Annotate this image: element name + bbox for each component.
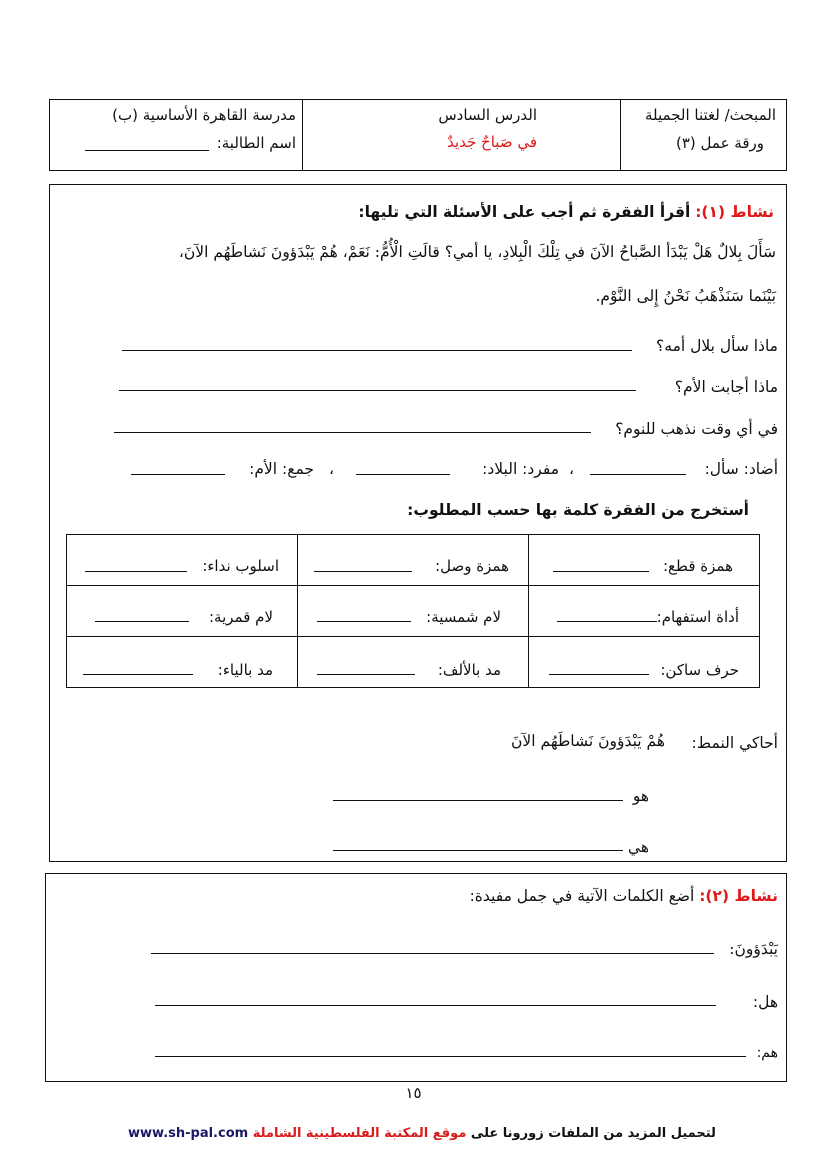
header-subject-cell [620, 100, 786, 170]
word-3-answer-line[interactable] [155, 1056, 746, 1057]
worksheet-number: ورقة عمل (٣) [676, 134, 764, 152]
word-2: هل: [752, 993, 778, 1011]
imitate-pattern: هُمْ يَبْدَؤونَ نَشاطَهُم الآنَ [511, 732, 665, 750]
student-name-label: اسم الطالبة: [216, 134, 296, 152]
word-3: هم: [756, 1045, 778, 1061]
he-answer-line[interactable] [333, 800, 623, 801]
word-2-answer-line[interactable] [155, 1005, 716, 1006]
field-madd-alif[interactable] [317, 674, 415, 675]
activity2-heading [470, 887, 778, 905]
activity2-label: نشاط (٢): [699, 887, 778, 905]
word-1: يَبْدَؤونَ: [729, 940, 778, 958]
header-lesson-cell [302, 100, 620, 170]
site-name[interactable]: موقع المكتبة الفلسطينية الشاملة [252, 1126, 467, 1141]
opposites-field[interactable] [590, 474, 686, 475]
lesson-title: في صَباحٌ جَديدٌ [447, 133, 537, 151]
page-number: ١٥ [405, 1084, 422, 1102]
download-text: لتحميل المزيد من الملفات زورونا على [470, 1126, 716, 1141]
activity1-heading [358, 203, 774, 221]
worksheet-header [49, 99, 787, 171]
cell-lam-shamsiya: لام شمسية: [426, 608, 501, 626]
singular-label: مفرد: البلاد: [482, 460, 559, 478]
field-hamza-qat[interactable] [553, 571, 649, 572]
word-1-answer-line[interactable] [151, 953, 714, 954]
field-lam-qamariya[interactable] [95, 621, 189, 622]
field-harf-sakin[interactable] [549, 674, 649, 675]
lesson-label: الدرس السادس [438, 106, 537, 124]
activity2-instruction: أضع الكلمات الآتية في جمل مفيدة: [469, 887, 695, 905]
footer-text-wrap [253, 1126, 716, 1141]
question-2: ماذا أجابت الأم؟ [674, 378, 778, 396]
cell-nidaa: اسلوب نداء: [202, 557, 279, 575]
cell-madd-ya: مد بالياء: [217, 661, 273, 679]
imitate-label: أحاكي النمط: [691, 734, 778, 752]
answer-1-line[interactable] [122, 350, 632, 351]
header-school-cell [50, 100, 302, 170]
cell-lam-qamariya: لام قمرية: [209, 608, 273, 626]
comma-2: ، [328, 460, 334, 478]
opposites-label: أضاد: سأل: [704, 460, 778, 478]
student-name-field[interactable] [85, 150, 209, 151]
extract-table [66, 534, 760, 688]
question-3: في أي وقت نذهب للنوم؟ [615, 420, 778, 438]
question-1: ماذا سأل بلال أمه؟ [656, 337, 778, 355]
field-istifham[interactable] [557, 621, 657, 622]
activity1-label: نشاط (١): [695, 203, 774, 221]
answer-3-line[interactable] [114, 432, 591, 433]
he-label: هو [632, 787, 649, 805]
cell-harf-sakin: حرف ساكن: [660, 661, 739, 679]
subject-label: المبحث/ لغتنا الجميلة [645, 106, 776, 124]
extract-instruction: أستخرج من الفقرة كلمة بها حسب المطلوب: [407, 501, 749, 519]
comma-1: ، [568, 460, 574, 478]
field-lam-shamsiya[interactable] [317, 621, 411, 622]
activity1-instruction: أقرأ الفقرة ثم أجب على الأسئلة التي تليها: [358, 203, 691, 221]
cell-hamza-wasl: همزة وصل: [435, 557, 509, 575]
paragraph-line-2: بَيْنَما سَنَذْهَبُ نَحْنُ إِلى النَّوْم. [595, 287, 776, 305]
cell-madd-alif: مد بالألف: [437, 661, 501, 679]
footer-download-banner [128, 1126, 716, 1141]
school-name: مدرسة القاهرة الأساسية (ب) [112, 106, 296, 124]
field-hamza-wasl[interactable] [314, 571, 412, 572]
cell-hamza-qat: همزة قطع: [663, 557, 733, 575]
she-label: هي [627, 838, 649, 856]
field-madd-ya[interactable] [83, 674, 193, 675]
she-answer-line[interactable] [333, 850, 623, 851]
plural-field[interactable] [131, 474, 225, 475]
activity1-box [49, 184, 787, 862]
site-url-link[interactable]: www.sh-pal.com [128, 1126, 249, 1141]
field-nidaa[interactable] [85, 571, 187, 572]
answer-2-line[interactable] [119, 390, 636, 391]
cell-istifham: أداة استفهام: [656, 608, 739, 626]
paragraph-line-1: سَأَلَ بِلالٌ هَلْ يَبْدَأ الصَّباحُ الآنَ في تِلْكَ الْبِلادِ، يا أمي؟ قالَتِ الْأُمُّ: نَعَمْ، هُمْ يَبْدَؤونَ نَشاطَهُم الآنَ، [178, 243, 776, 261]
singular-field[interactable] [356, 474, 450, 475]
plural-label: جمع: الأم: [249, 460, 314, 478]
